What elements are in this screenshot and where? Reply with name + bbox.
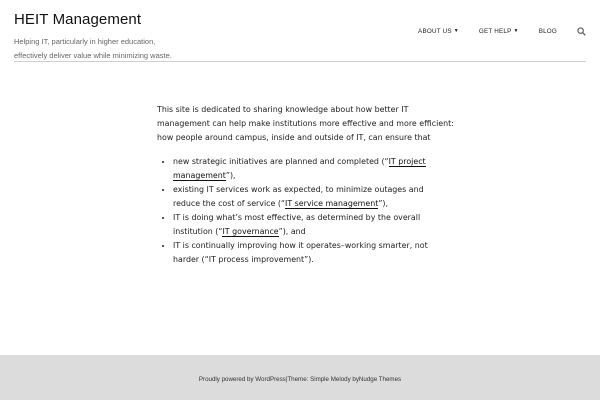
intro-line: management can help make institutions more effective and more efficient: bbox=[157, 119, 454, 128]
caret-down-icon: ▼ bbox=[513, 27, 519, 34]
site-description-line: Helping IT, particularly in higher education, bbox=[14, 37, 156, 46]
list-item-line: • existing IT services work as expected, to minimize outages and bbox=[173, 185, 424, 194]
footer-separator: | bbox=[285, 376, 288, 383]
list-item bbox=[173, 239, 447, 267]
site-title[interactable]: HEIT Management bbox=[14, 11, 142, 28]
list-item-line: • IT is continually improving how it operates–working smarter, not bbox=[173, 241, 428, 250]
intro-line: how people around campus, inside and outside of IT, can ensure that bbox=[157, 133, 431, 142]
it-governance-link[interactable]: IT governance bbox=[222, 227, 279, 236]
goals-list bbox=[157, 155, 447, 267]
nav-item-get-help[interactable] bbox=[479, 28, 519, 35]
nav-item-label: ABOUT US bbox=[418, 27, 452, 35]
nav-item-label: GET HELP bbox=[478, 27, 512, 35]
site-footer bbox=[0, 355, 600, 400]
list-item-line bbox=[173, 155, 447, 169]
nav-item-blog[interactable] bbox=[539, 28, 557, 35]
intro-line: This site is dedicated to sharing knowledge about how better IT bbox=[157, 105, 409, 114]
list-item-line bbox=[173, 197, 447, 211]
nav-item-about-us[interactable] bbox=[418, 28, 459, 35]
footer-theme-text: Theme: Simple Melody by bbox=[287, 376, 359, 383]
search-icon-graphic bbox=[577, 27, 586, 36]
list-item-line: • IT is doing what’s most effective, as determined by the overall bbox=[173, 213, 421, 222]
main-nav bbox=[418, 25, 586, 37]
nav-item-label: BLOG bbox=[538, 27, 557, 35]
footer-credits bbox=[0, 376, 600, 383]
page-content bbox=[157, 103, 454, 267]
list-item-text: institution (“ bbox=[173, 227, 223, 236]
caret-down-icon: ▼ bbox=[453, 27, 459, 34]
list-item-line bbox=[173, 169, 447, 183]
list-item-line bbox=[173, 225, 447, 239]
list-item bbox=[173, 155, 447, 183]
it-project-management-link[interactable]: IT project bbox=[388, 157, 426, 166]
site-description-line: effectively deliver value while minimizing waste. bbox=[14, 51, 172, 60]
list-item bbox=[173, 211, 447, 239]
list-item-text: reduce the cost of service (“ bbox=[173, 199, 286, 208]
nudge-themes-link[interactable]: Nudge Themes bbox=[358, 376, 402, 383]
list-item-line: harder (“IT process improvement”). bbox=[173, 255, 314, 264]
it-project-management-link-cont[interactable]: management bbox=[173, 171, 226, 180]
site-header bbox=[14, 0, 586, 62]
wordpress-link[interactable]: Proudly powered by WordPress bbox=[198, 376, 286, 383]
list-item-text: ”), bbox=[378, 199, 389, 208]
list-item-text: ”), bbox=[225, 171, 236, 180]
list-item-text: new strategic initiatives are planned and completed (“ bbox=[173, 157, 389, 166]
site-description bbox=[14, 35, 214, 63]
it-service-management-link[interactable]: IT service management bbox=[285, 199, 379, 208]
list-item-text: ”), and bbox=[278, 227, 306, 236]
search-icon[interactable] bbox=[577, 27, 586, 36]
intro-paragraph bbox=[157, 103, 454, 145]
list-item bbox=[173, 183, 447, 211]
